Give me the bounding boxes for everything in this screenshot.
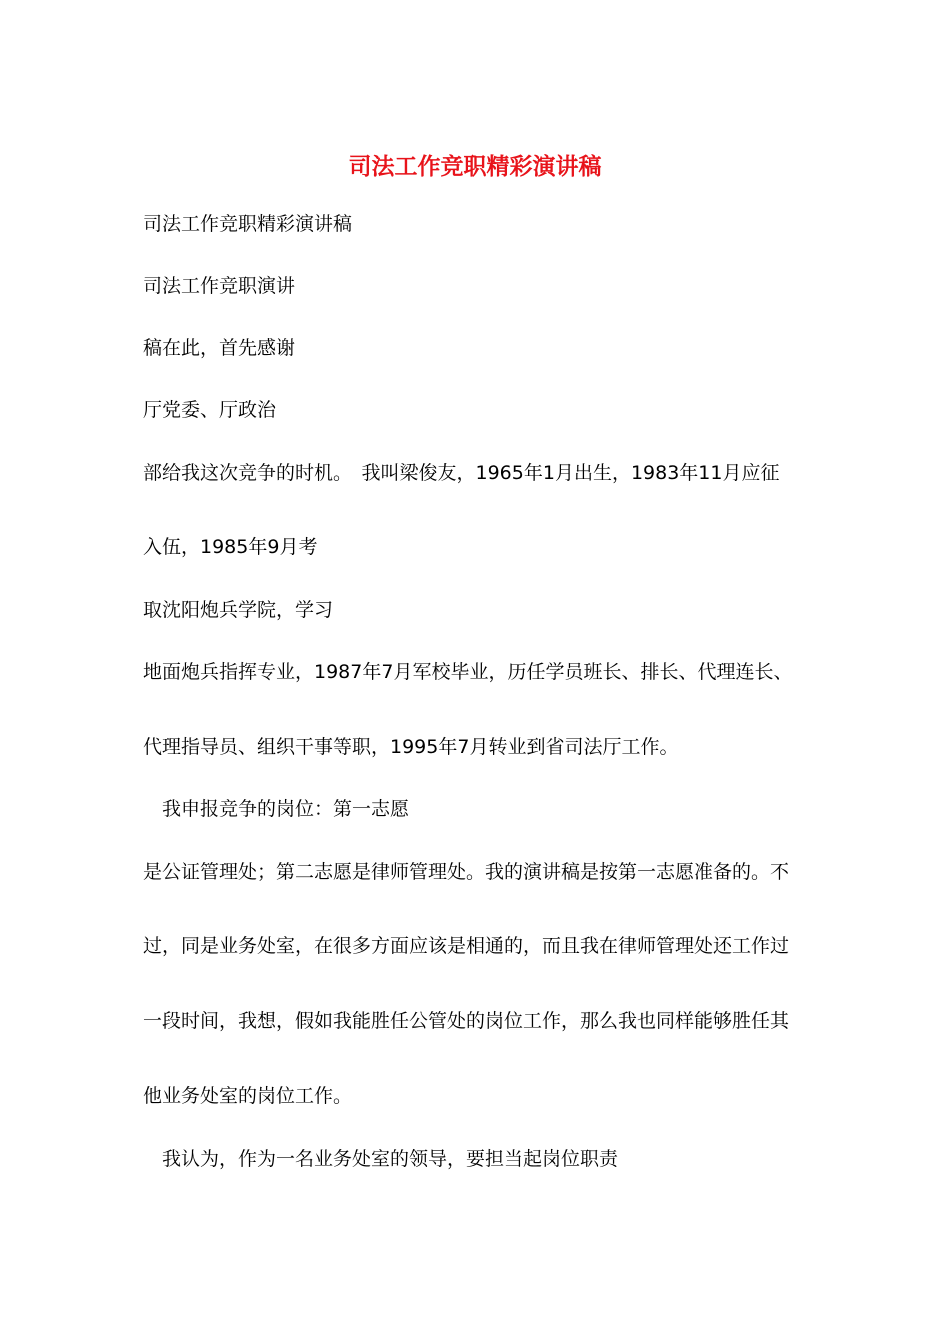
text-line-8: 地面炮兵指挥专业，1987年7月军校毕业，历任学员班长、排长、代理连长、 (143, 661, 793, 683)
text-line-15: 我认为，作为一名业务处室的领导，要担当起岗位职责 (162, 1148, 619, 1170)
text-line-6: 入伍，1985年9月考 (143, 536, 318, 558)
document-title: 司法工作竞职精彩演讲稿 (348, 153, 602, 180)
text-line-11: 是公证管理处；第二志愿是律师管理处。我的演讲稿是按第一志愿准备的。不 (143, 861, 790, 883)
text-line-4: 厅党委、厅政治 (143, 399, 277, 421)
text-line-3: 稿在此，首先感谢 (143, 337, 296, 359)
text-line-1: 司法工作竞职精彩演讲稿 (143, 213, 353, 235)
text-line-10: 我申报竞争的岗位：第一志愿 (162, 798, 410, 820)
text-line-7: 取沈阳炮兵学院，学习 (143, 599, 334, 621)
text-line-5: 部给我这次竞争的时机。 我叫梁俊友，1965年1月出生，1983年11月应征 (143, 462, 780, 484)
text-line-9: 代理指导员、组织干事等职，1995年7月转业到省司法厅工作。 (143, 736, 679, 758)
text-line-14: 他业务处室的岗位工作。 (143, 1085, 353, 1107)
text-line-2: 司法工作竞职演讲 (143, 275, 296, 297)
text-line-12: 过，同是业务处室，在很多方面应该是相通的，而且我在律师管理处还工作过 (143, 935, 790, 957)
text-line-13: 一段时间，我想，假如我能胜任公管处的岗位工作，那么我也同样能够胜任其 (143, 1010, 790, 1032)
